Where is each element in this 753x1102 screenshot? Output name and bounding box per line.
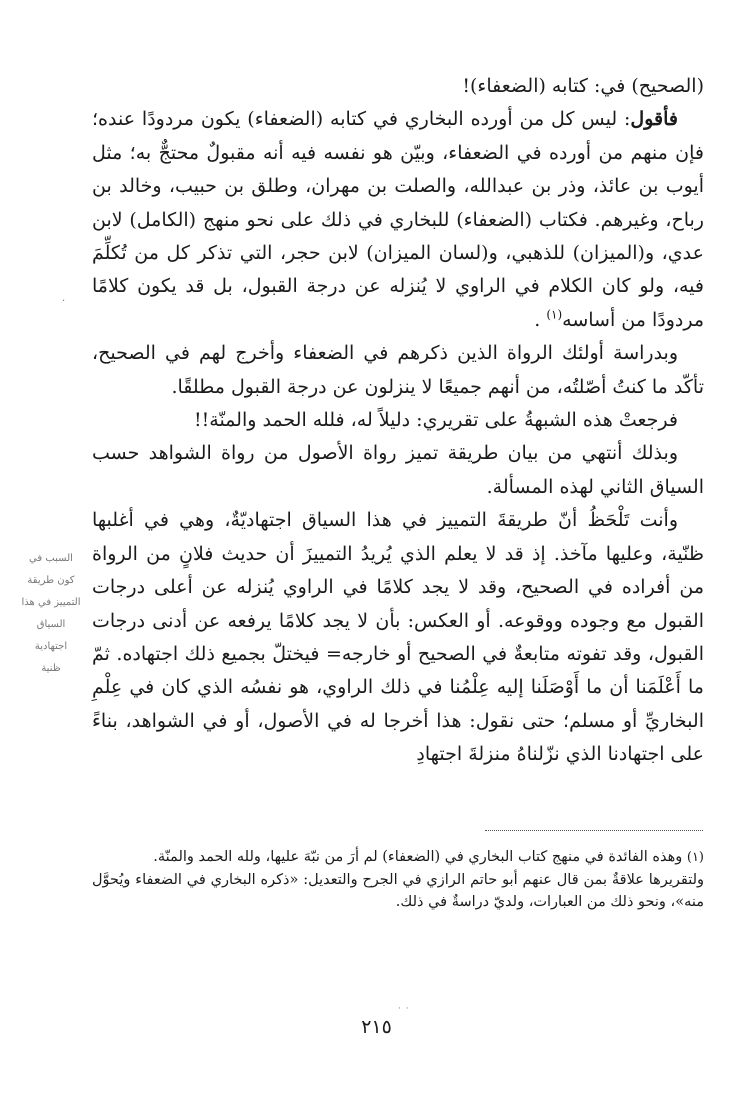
paragraph-conclusion: فرجعتْ هذه الشبهةُ على تقريري: دليلاً له، فلله الحمد والمنّة!! — [193, 409, 678, 432]
margin-note-line: التمييز في هذا — [21, 597, 81, 608]
paragraph-ijtihad: وأنت تَلْحَظُ أنّ طريقةَ التمييز في هذا السياق اجتهاديّةٌ، وهي في أغلبها ظنّية، وعليها مآخذ. إذ قد لا يعلم الذي يُريدُ التمييزَ أن حديث فلانٍ من الرواة من أفراده في الصحيح، وقد لا يجد كلامًا في الراوي يُنزله عن أعلى درجات القبول مع وجوده ووقوعه. أو العكس: بأن لا يجد كلامًا يرفعه عن أدنى درجات القبول، وقد تفوته متابعةٌ في الصحيح أو خارجه= فيختلّ بجميع ذلك اجتهاده. ثمّ ما أَعْلَمَنا أن ما أَوْصَلَنا إليه عِلْمُنا في ذلك الراوي، هو نفسُه الذي كان في عِلْمِ البخاريِّ أو مسلم؛ حتى نقول: هذا أخرجا له في الأصول، أو في الشواهد، بناءً على اجتهادنا الذي نزّلناهُ منزلةَ اجتهادِ — [92, 509, 704, 766]
footnote-1: (١) وهذه الفائدة في منهج كتاب البخاري في (الضعفاء) لم أرَ من نبّهَ عليها، ولله الحمد والمنّة. — [153, 849, 704, 865]
footnote-reference[interactable]: (١) — [546, 307, 563, 322]
paragraph-title-line: (الصحيح) في: كتابه (الضعفاء)! — [462, 75, 704, 97]
footnote-divider — [485, 830, 703, 831]
paragraph-ending: وبذلك أنتهي من بيان طريقة تميز رواة الأصول من رواة الشواهد حسب السياق الثاني لهذه المسألة. — [92, 442, 704, 498]
ornament-dots: · · — [398, 1004, 410, 1014]
paragraph-study: وبدراسة أولئك الرواة الذين ذكرهم في الضعفاء وأخرج لهم في الصحيح، تأكّد ما كنتُ أصّلتُه، من أنهم جميعًا لا ينزلون عن درجة القبول مطلقًا. — [92, 342, 704, 398]
margin-note-line: ظنية — [41, 663, 61, 674]
footnote-1-continued: ولتقريرها علاقةٌ بمن قال عنهم أبو حاتم الرازي في الجرح والتعديل: «ذكره البخاري في الضعفاء ويُحوَّل منه»، ونحو ذلك من العبارات، ولديّ دراسةٌ في ذلك. — [92, 872, 704, 910]
paragraph-rebuttal: فأقول: ليس كل من أورده البخاري في كتابه (الضعفاء) يكون مردودًا عنده؛ فإن منهم من أورده في الضعفاء، وبيّن هو نفسه فيه أنه مقبولٌ محتجٌّ به؛ مثل أيوب بن عائذ، وذر بن عبدالله، والصلت بن مهران، وطلق بن حبيب، وخالد بن رباح، وغيرهم. فكتاب (الضعفاء) للبخاري في ذلك على نحو منهج (الكامل) لابن عدي، و(الميزان) للذهبي، و(لسان الميزان) لابن حجر، التي تذكر كل من تُكلِّمَ فيه، ولو كان الكلام في الراوي لا يُنزله عن درجة القبول، بل قد يكون كلامًا مردودًا من أساسه$^{(١)}$ . — [92, 108, 704, 331]
main-text — [92, 70, 704, 772]
page-number: ٢١٥ — [361, 1016, 392, 1038]
margin-note-line: السبب في — [29, 553, 73, 564]
keyword-aqulu: فأقول — [630, 108, 678, 131]
footnote-number: (١) — [686, 850, 704, 865]
footnotes — [92, 846, 704, 913]
margin-note-line: كون طريقة — [27, 575, 75, 586]
margin-mark: · — [62, 296, 66, 307]
margin-note-line: السياق — [36, 619, 66, 630]
margin-note — [18, 548, 84, 680]
margin-note-line: اجتهادية — [34, 641, 68, 652]
